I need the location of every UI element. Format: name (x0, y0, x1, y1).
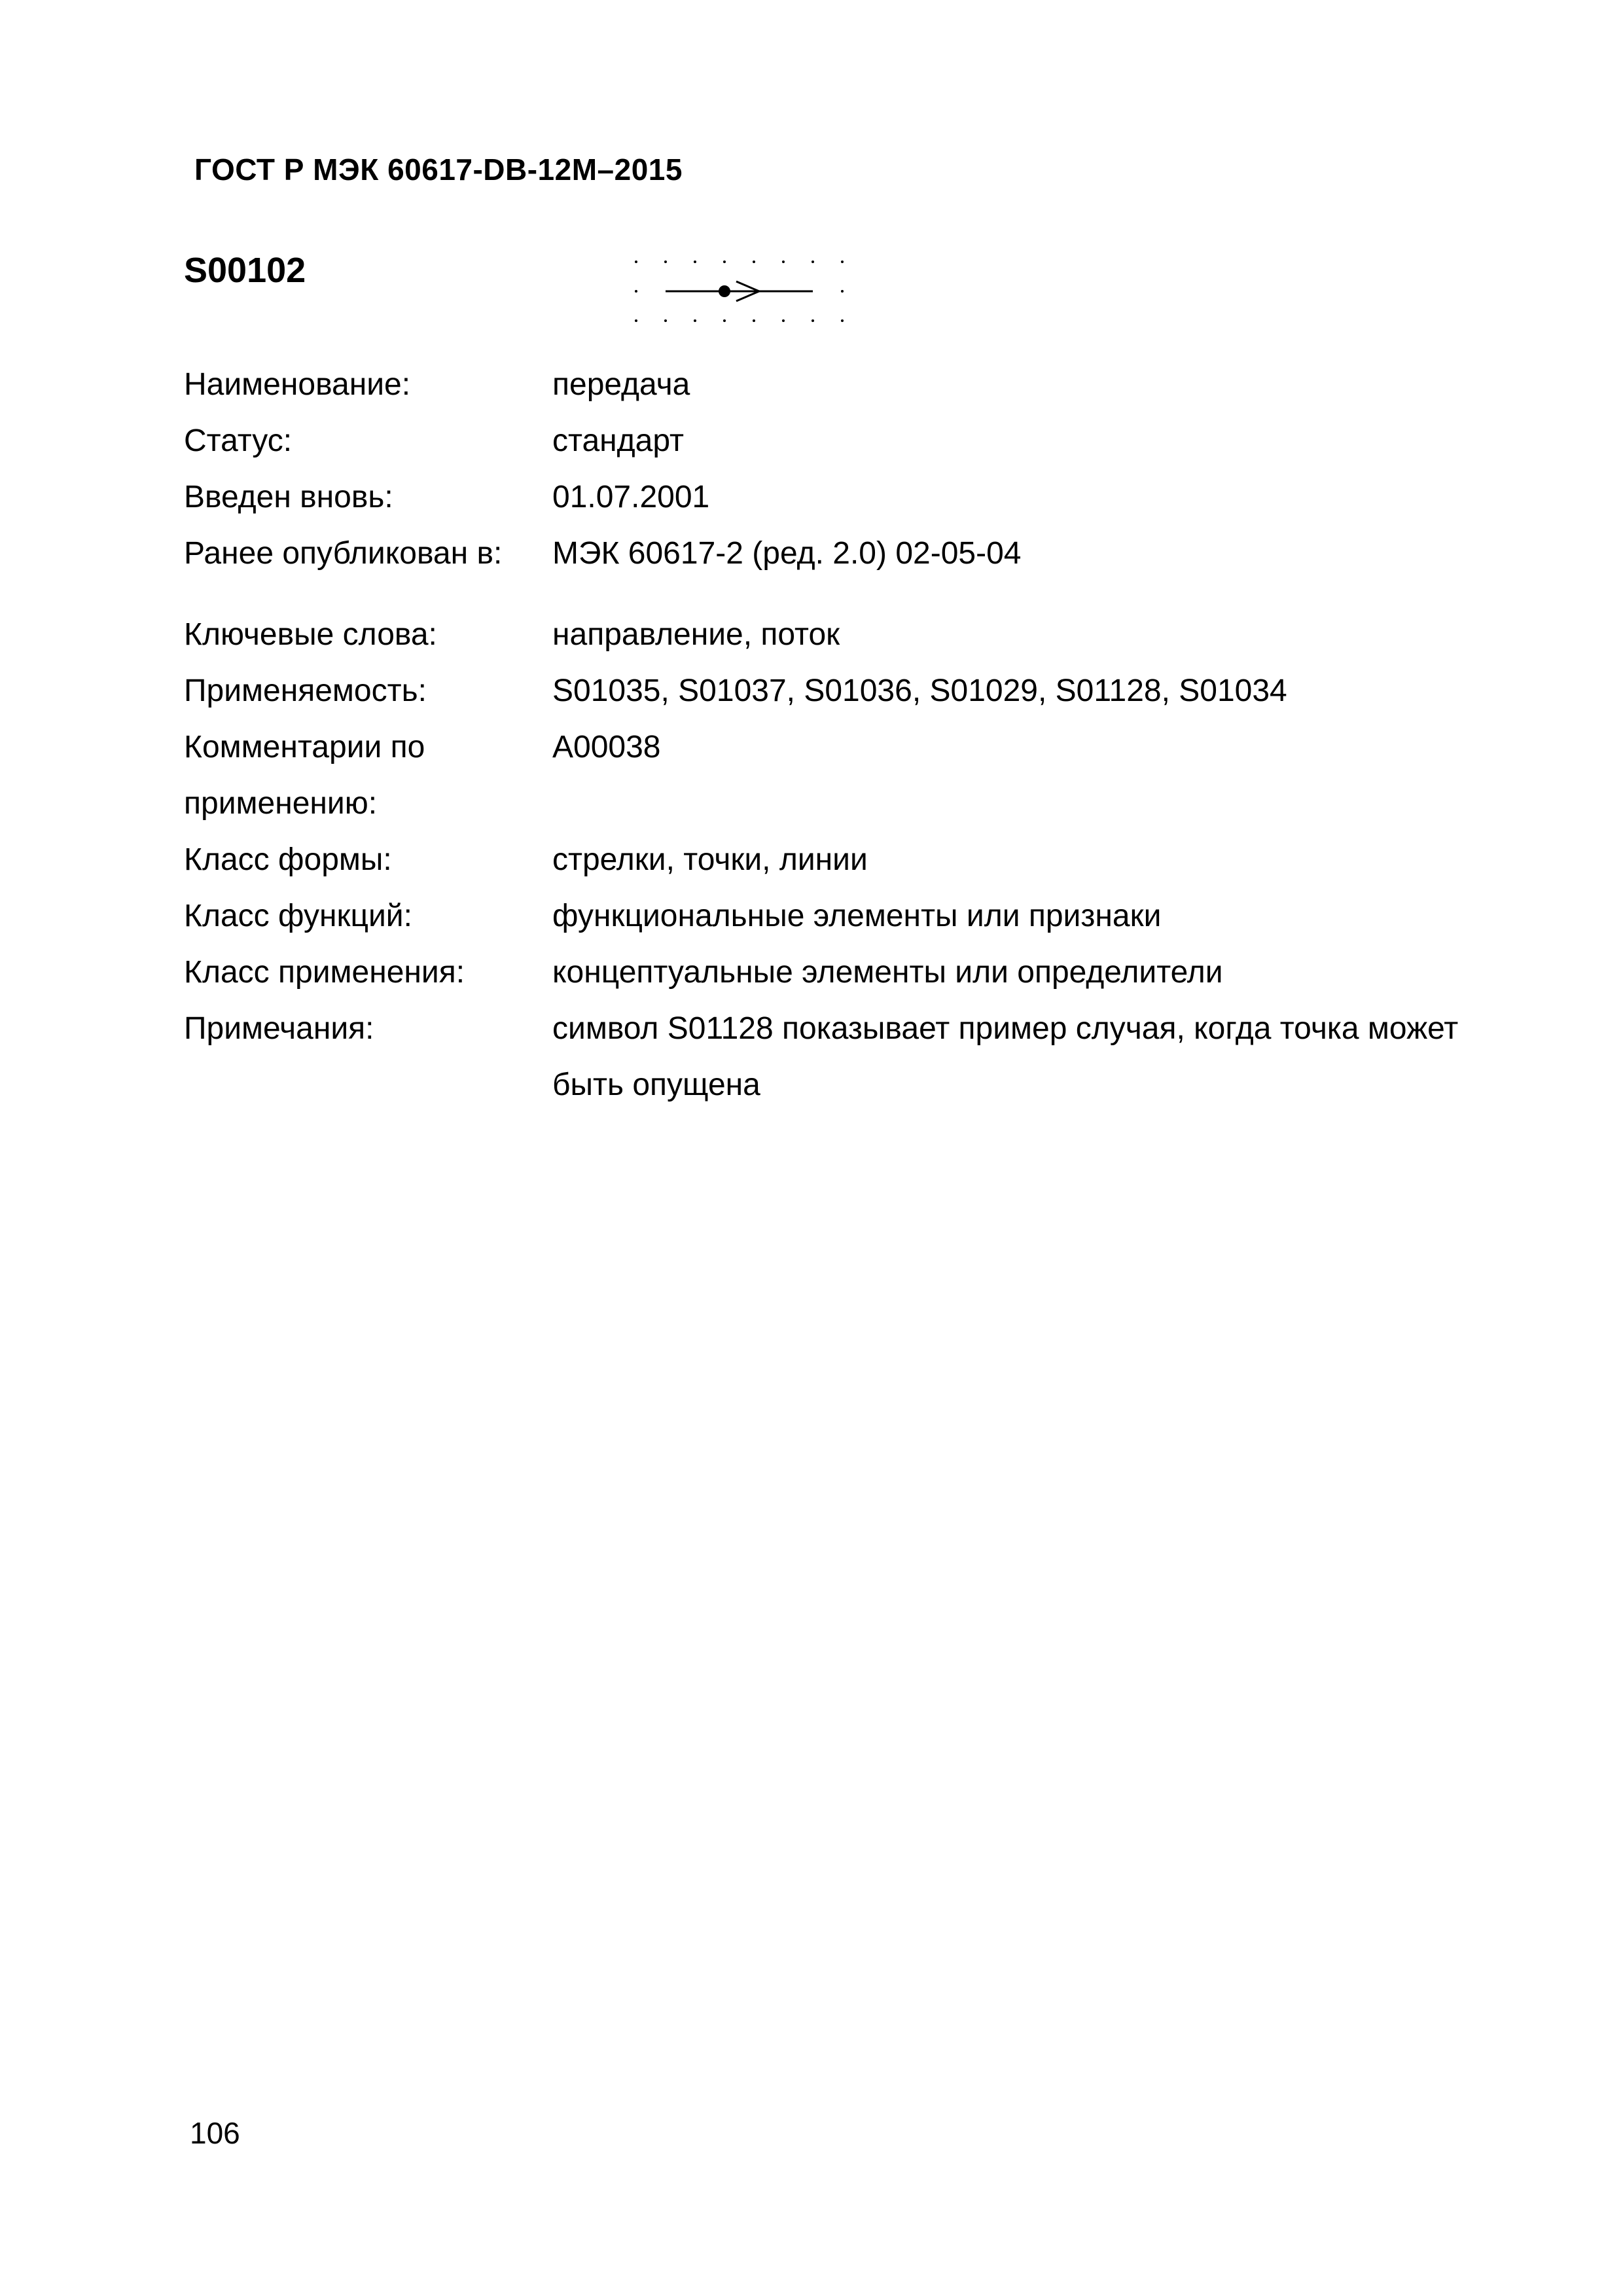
standard-code-header: ГОСТ Р МЭК 60617-DB-12M–2015 (194, 152, 683, 187)
field-label: Ключевые слова: (184, 617, 437, 652)
field-value: концептуальные элементы или определители (552, 955, 1223, 990)
field-value: стрелки, точки, линии (552, 842, 868, 877)
field-value: 01.07.2001 (552, 480, 710, 514)
transmission-arrow-icon (628, 255, 857, 327)
field-label: Класс функций: (184, 899, 412, 933)
page-number: 106 (190, 2116, 240, 2150)
field-value: символ S01128 показывает пример случая, когда точка может быть опущена (552, 1011, 1459, 1102)
field-value: стандарт (552, 423, 684, 458)
field-value: МЭК 60617-2 (ред. 2.0) 02-05-04 (552, 536, 1022, 571)
field-label: Применяемость: (184, 673, 427, 708)
field-label: Класс формы: (184, 842, 392, 877)
field-value: направление, поток (552, 617, 840, 652)
symbol-id: S00102 (184, 251, 306, 290)
field-value: A00038 (552, 730, 661, 764)
field-label: Примечания: (184, 1011, 374, 1046)
field-value: S01035, S01037, S01036, S01029, S01128, S01034 (552, 673, 1287, 708)
field-label: Класс применения: (184, 955, 465, 990)
field-label: Статус: (184, 423, 293, 458)
field-label: Комментарии по применению: (184, 730, 425, 821)
field-label: Введен вновь: (184, 480, 393, 514)
field-label: Наименование: (184, 367, 411, 402)
field-label: Ранее опубликован в: (184, 536, 503, 571)
field-value: передача (552, 367, 690, 402)
field-value: функциональные элементы или признаки (552, 899, 1162, 933)
